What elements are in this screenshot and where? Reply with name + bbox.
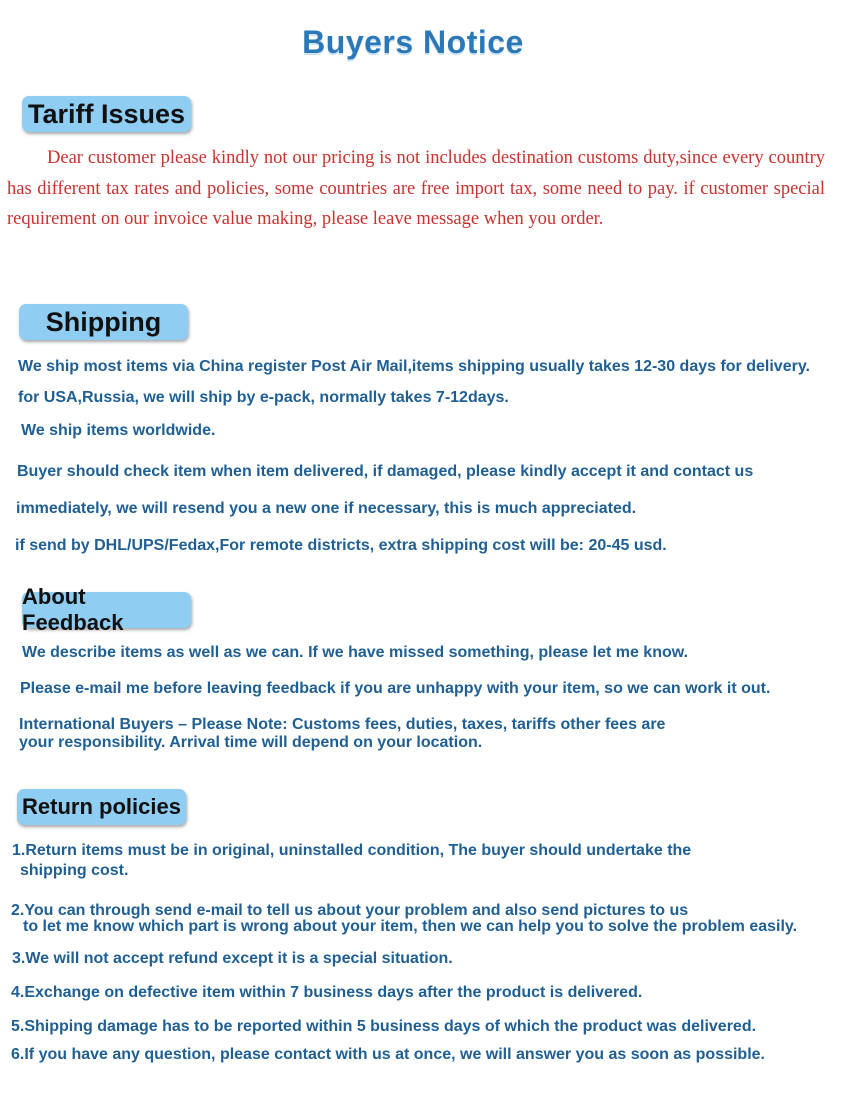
returns-line-4: 4.Exchange on defective item within 7 business days after the product is delivered. [11,984,643,1001]
feedback-line-1: We describe items as well as we can. If we have missed something, please let me know. [22,644,689,661]
returns-heading: Return policies [17,789,186,825]
feedback-heading: About Feedback [22,592,191,628]
returns-line-1b: shipping cost. [20,862,129,879]
shipping-heading: Shipping [19,304,188,340]
shipping-line-3: We ship items worldwide. [21,422,216,439]
shipping-line-6: if send by DHL/UPS/Fedax,For remote districts, extra shipping cost will be: 20-45 usd. [15,537,667,554]
returns-line-1: 1.Return items must be in original, uninstalled condition, The buyer should undertake the [12,842,692,859]
returns-line-3: 3.We will not accept refund except it is a special situation. [12,950,453,967]
shipping-line-1: We ship most items via China register Post Air Mail,items shipping usually takes 12-30 days for delivery. [18,358,810,375]
returns-line-2: 2.You can through send e-mail to tell us about your problem and also send pictures to us [11,902,689,919]
shipping-line-4: Buyer should check item when item delivered, if damaged, please kindly accept it and contact us [17,463,754,480]
feedback-line-2: Please e-mail me before leaving feedback if you are unhappy with your item, so we can work it out. [20,680,771,697]
returns-line-5: 5.Shipping damage has to be reported within 5 business days of which the product was delivered. [11,1018,757,1035]
tariff-heading: Tariff Issues [22,96,191,132]
feedback-line-4: your responsibility. Arrival time will depend on your location. [19,734,483,751]
shipping-line-5: immediately, we will resend you a new one if necessary, this is much appreciated. [16,500,637,517]
returns-line-6: 6.If you have any question, please contact with us at once, we will answer you as soon as possible. [11,1046,765,1063]
tariff-body: Dear customer please kindly not our pricing is not includes destination customs duty,since every country has different tax rates and policies, some countries are free import tax, some need to pay. if customer special requirement on our invoice value making, please leave message when you order. [7,148,825,229]
feedback-line-3: International Buyers – Please Note: Customs fees, duties, taxes, tariffs other fees are [19,716,666,733]
page-title: Buyers Notice [302,24,524,60]
returns-line-2b: to let me know which part is wrong about your item, then we can help you to solve the problem easily. [23,918,798,935]
shipping-line-2: for USA,Russia, we will ship by e-pack, normally takes 7-12days. [18,389,509,406]
